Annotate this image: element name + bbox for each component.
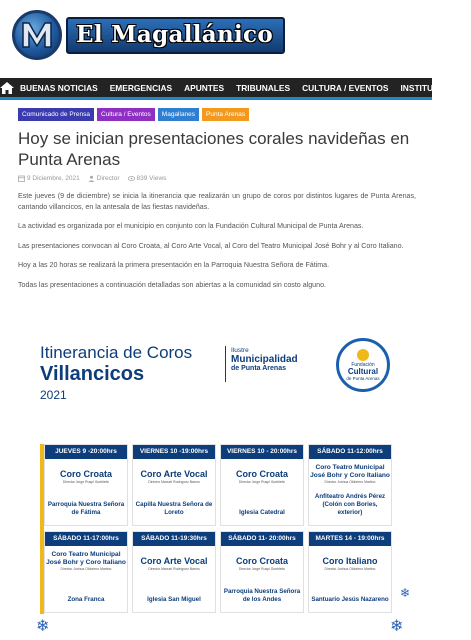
article bbox=[18, 108, 416, 290]
cell-place: Santuario Jesús Nazareno bbox=[311, 596, 389, 603]
cell-choir: Coro Croata bbox=[235, 556, 288, 566]
snowflake-icon: ❄ bbox=[400, 586, 411, 600]
cell-choir: Coro Croata bbox=[235, 469, 288, 479]
cell-date: SÁBADO 11-19:30hrs bbox=[133, 532, 215, 546]
nav-item-tribunales[interactable]: TRIBUNALES bbox=[236, 82, 291, 93]
article-paragraph-5: Todas las presentaciones a continuación detalladas son abiertas a la comunidad sin costo alguno. bbox=[18, 280, 326, 289]
tag-cultura-eventos[interactable]: Cultura / Eventos bbox=[97, 108, 155, 121]
cell-place: Zona Franca bbox=[67, 596, 105, 603]
fund-line2: Cultural bbox=[347, 367, 379, 376]
schedule-cell bbox=[308, 531, 392, 613]
logo-m-icon bbox=[17, 15, 57, 55]
cell-date: JUEVES 9 -20:00hrs bbox=[45, 445, 127, 459]
tag-comunicado-de-prensa[interactable]: Comunicado de Prensa bbox=[18, 108, 94, 121]
cell-director: Director Joshua Olóbriero Martino bbox=[324, 567, 376, 571]
muni-line3: de Punta Arenas bbox=[231, 365, 286, 372]
cell-place: Iglesia San Miguel bbox=[147, 596, 201, 603]
cell-choir: Coro Teatro Municipal José Bohr y Coro Italiano bbox=[46, 551, 126, 566]
poster-title-line1: Itinerancia de Coros bbox=[40, 343, 193, 362]
cell-date: MARTES 14 - 19:00hrs bbox=[309, 532, 391, 546]
tag-magallanes[interactable]: Magallanes bbox=[158, 108, 199, 121]
schedule-grid-wrapper bbox=[40, 444, 392, 614]
muni-line1: Ilustre bbox=[231, 347, 249, 354]
cell-director: Director Manuel Rodríguez Barros bbox=[148, 480, 200, 484]
logo-emblem-icon bbox=[12, 10, 62, 60]
sun-icon bbox=[357, 349, 369, 361]
event-poster-image bbox=[18, 316, 416, 640]
nav-item-apuntes[interactable]: APUNTES bbox=[184, 82, 225, 93]
nav-item-cultura-eventos[interactable]: CULTURA / EVENTOS bbox=[302, 82, 389, 93]
poster-divider bbox=[225, 346, 226, 382]
cell-date: VIERNES 10 - 20:00hrs bbox=[221, 445, 303, 459]
article-date[interactable]: 9 Diciembre, 2021 bbox=[27, 175, 80, 182]
cell-director: Director Jorge Ruspi Guebletic bbox=[62, 480, 110, 484]
fundacion-cultural-logo bbox=[336, 338, 390, 392]
poster-title-line2: Villancicos bbox=[40, 363, 145, 385]
article-paragraph-3: Las presentaciones convocan al Coro Croata, al Coro Arte Vocal, al Coro del Teatro Municipal José Bohr y al Coro Italiano. bbox=[18, 241, 404, 250]
schedule-cell bbox=[220, 531, 304, 613]
cell-choir: Coro Arte Vocal bbox=[140, 556, 208, 566]
nav-item-emergencias[interactable]: EMERGENCIAS bbox=[109, 82, 173, 93]
logo-wordmark bbox=[66, 17, 285, 54]
muni-line2: Municipalidad bbox=[231, 354, 298, 365]
article-meta bbox=[18, 175, 416, 182]
cell-date: VIERNES 10 -19:00hrs bbox=[133, 445, 215, 459]
fund-line1: Fundación bbox=[351, 362, 375, 368]
article-title: Hoy se inician presentaciones corales navideñas en Punta Arenas bbox=[18, 129, 410, 169]
article-author[interactable]: Director bbox=[96, 175, 120, 182]
cell-choir: Coro Croata bbox=[59, 469, 112, 479]
tag-punta-arenas[interactable]: Punta Arenas bbox=[202, 108, 249, 121]
site-header bbox=[0, 0, 432, 78]
site-logo[interactable] bbox=[12, 10, 285, 60]
schedule-cell bbox=[44, 531, 128, 613]
cell-place: Iglesia Catedral bbox=[239, 509, 285, 516]
snowflake-icon: ❄ bbox=[36, 618, 50, 635]
cell-place: Capilla Nuestra Señora de Loreto bbox=[135, 501, 213, 516]
cell-date: SÁBADO 11-17:00hrs bbox=[45, 532, 127, 546]
schedule-cell bbox=[132, 444, 216, 526]
schedule-grid bbox=[44, 444, 392, 613]
calendar-icon bbox=[18, 175, 25, 182]
fund-line3: de Punta Arenas bbox=[346, 376, 380, 381]
nav-item-instituciones[interactable]: INSTITUCIONES bbox=[400, 82, 466, 93]
schedule-cell bbox=[44, 444, 128, 526]
cell-choir: Coro Teatro Municipal José Bohr y Coro Italiano bbox=[310, 464, 390, 479]
cell-director: Director Jorge Ruspi Guebletic bbox=[238, 480, 286, 484]
cell-date: SÁBADO 11-12:00hrs bbox=[309, 445, 391, 459]
nav-item-buenas-noticias[interactable]: BUENAS NOTICIAS bbox=[20, 82, 98, 93]
home-icon[interactable] bbox=[0, 77, 14, 99]
article-paragraph-2: La actividad es organizada por el municipio en conjunto con la Fundación Cultural Municipal de Punta Arenas. bbox=[18, 222, 364, 230]
main-navigation bbox=[0, 78, 466, 100]
schedule-cell bbox=[132, 531, 216, 613]
schedule-cell bbox=[308, 444, 392, 526]
article-paragraph-4: Hoy a las 20 horas se realizará la primera presentación en la Parroquia Nuestra Señora de Fátima. bbox=[18, 261, 330, 269]
category-tags bbox=[18, 108, 416, 121]
cell-director: Director Joshua Olóbriero Martino bbox=[324, 480, 376, 485]
cell-place: Parroquia Nuestra Señora de Fátima bbox=[47, 501, 125, 516]
schedule-cell bbox=[220, 444, 304, 526]
cell-place: Parroquia Nuestra Señora de los Andes bbox=[223, 588, 301, 603]
site-brand-name: El Magallánico bbox=[76, 20, 274, 48]
cell-choir: Coro Italiano bbox=[322, 556, 378, 566]
eye-icon bbox=[128, 175, 135, 182]
user-icon bbox=[88, 175, 95, 182]
article-views: 839 Views bbox=[136, 175, 167, 182]
poster-year: 2021 bbox=[40, 388, 67, 402]
cell-date: SÁBADO 11- 20:00hrs bbox=[221, 532, 303, 546]
municipality-logo bbox=[231, 347, 298, 372]
article-paragraph-1: Este jueves (9 de diciembre) se inicia la itinerancia que realizarán un grupo de coros por distintos lugares de Punta Arenas, cantando villancicos, en la antesala de las fiestas navideñas. bbox=[18, 192, 416, 211]
cell-place: Anfiteatro Andrés Pérez (Colón con Bories, exterior) bbox=[314, 493, 386, 516]
snowflake-icon: ❄ bbox=[390, 618, 404, 635]
cell-director: Director Joshua Olóbriero Martino bbox=[60, 567, 112, 572]
cell-director: Director Manuel Rodríguez Barros bbox=[148, 567, 200, 571]
cell-choir: Coro Arte Vocal bbox=[140, 469, 208, 479]
cell-director: Director Jorge Ruspi Guebletic bbox=[238, 567, 286, 571]
